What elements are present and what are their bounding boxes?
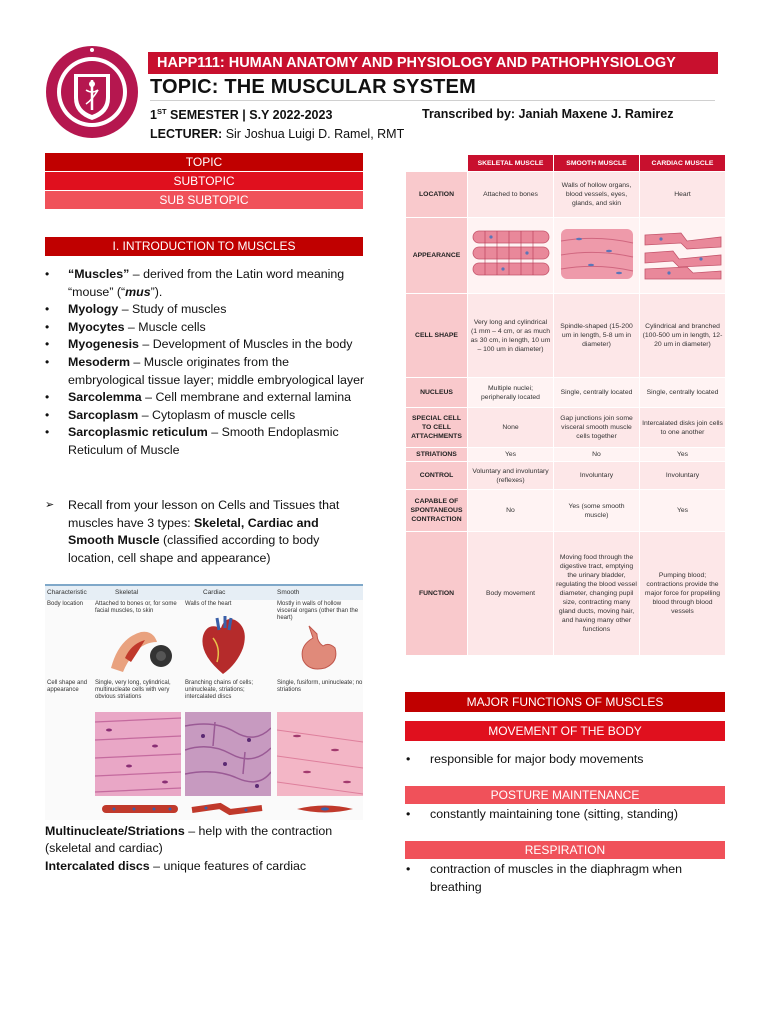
figure-cell: Single, fusiform, uninucleate; no striations (277, 680, 363, 693)
figure-cell: Single, very long, cylindrical, multinucleate cells with very obvious striations (95, 680, 171, 700)
table-cell: Moving food through the digestive tract, emptying the urinary bladder, regulating the blood vessel diameter, changing pupil size, contracting many gland ducts, moving hair, and having many other functions (554, 532, 640, 656)
table-cell: Pumping blood; contractions provide the major force for propelling blood through blood vessels (640, 532, 726, 656)
course-title-bar: HAPP111: HUMAN ANATOMY AND PHYSIOLOGY AND PATHOPHYSIOLOGY (148, 52, 718, 74)
smooth-cell-illustration (295, 802, 355, 816)
section-heading-major-functions: MAJOR FUNCTIONS OF MUSCLES (405, 692, 725, 712)
row-label-function: FUNCTION (406, 532, 468, 656)
muscle-types-figure (45, 584, 363, 820)
table-cell: Spindle-shaped (15-200 um in length, 5-8 um in diameter) (554, 294, 640, 378)
section-heading-intro: I. INTRODUCTION TO MUSCLES (45, 237, 363, 256)
table-corner (406, 155, 468, 172)
recall-note: ➢ Recall from your lesson on Cells and Tissues that muscles have 3 types: Skeletal, Cardiac and Smooth Muscle (classified according to body location, cell shape and appearance) (45, 498, 340, 565)
subheading-posture: POSTURE MAINTENANCE (405, 786, 725, 804)
table-cell: No (554, 448, 640, 462)
table-cell: Voluntary and involuntary (reflexes) (468, 462, 554, 490)
legend-subsubtopic: SUB SUBTOPIC (45, 191, 363, 209)
table-row (406, 462, 726, 490)
table-cell: Attached to bones (468, 172, 554, 218)
table-cell: Single, centrally located (554, 378, 640, 408)
table-row (406, 378, 726, 408)
header-skeletal: SKELETAL MUSCLE (468, 155, 554, 172)
row-label-nucleus: NUCLEUS (406, 378, 468, 408)
table-row (406, 218, 726, 294)
row-label-cell-shape: CELL SHAPE (406, 294, 468, 378)
list-item: • “Muscles” – derived from the Latin word meaning “mouse” (“mus”). (45, 266, 365, 301)
table-cell: Body movement (468, 532, 554, 656)
semester-info: 1ST SEMESTER | S.Y 2022-2023 (150, 107, 333, 123)
table-cell: Heart (640, 172, 726, 218)
row-label-spontaneous: CAPABLE OF SPONTANEOUS CONTRACTION (406, 490, 468, 532)
table-cell: Intercalated disks join cells to one another (640, 408, 726, 448)
legend-subtopic: SUBTOPIC (45, 172, 363, 190)
table-row (406, 172, 726, 218)
university-seal-logo (44, 44, 140, 140)
table-cell: No (468, 490, 554, 532)
figure-cell: Branching chains of cells; uninucleate, striations; intercalated discs (185, 680, 254, 700)
row-label-location: LOCATION (406, 172, 468, 218)
table-cell: Multiple nuclei; peripherally located (468, 378, 554, 408)
muscle-comparison-table (405, 154, 725, 654)
table-cell: Involuntary (554, 462, 640, 490)
list-item: • constantly maintaining tone (sitting, standing) (405, 806, 725, 824)
table-cell: Gap junctions join some visceral smooth muscle cells together (554, 408, 640, 448)
table-row (406, 294, 726, 378)
row-label-striations: STRIATIONS (406, 448, 468, 462)
subheading-respiration: RESPIRATION (405, 841, 725, 859)
list-item: • Sarcoplasm – Cytoplasm of muscle cells (45, 407, 365, 425)
list-item: • Myology – Study of muscles (45, 301, 365, 319)
legend-topic: TOPIC (45, 153, 363, 171)
row-label-attachments: SPECIAL CELL TO CELL ATTACHMENTS (406, 408, 468, 448)
table-cell: Yes (640, 448, 726, 462)
header-smooth: SMOOTH MUSCLE (554, 155, 640, 172)
table-cell: Walls of hollow organs, blood vessels, eyes, glands, and skin (554, 172, 640, 218)
row-label-control: CONTROL (406, 462, 468, 490)
stomach-illustration (295, 624, 341, 674)
table-cell: Very long and cylindrical (1 mm – 4 cm, or as much as 30 cm, in length, 10 um – 100 um in diameter) (468, 294, 554, 378)
list-item: • contraction of muscles in the diaphragm when breathing (405, 861, 725, 896)
lecturer-info: LECTURER: Sir Joshua Luigi D. Ramel, RMT (150, 127, 405, 141)
list-item: • Myocytes – Muscle cells (45, 319, 365, 337)
arm-muscle-illustration (105, 618, 175, 674)
figure-cell: Attached to bones or, for some facial muscles, to skin (95, 601, 177, 614)
list-item: • Sarcolemma – Cell membrane and external lamina (45, 389, 365, 407)
figure-header-characteristic: Characteristic (47, 589, 87, 596)
figure-header-skeletal: Skeletal (115, 589, 139, 596)
subheading-movement: MOVEMENT OF THE BODY (405, 721, 725, 741)
transcriber-info: Transcribed by: Janiah Maxene J. Ramirez (422, 107, 674, 121)
arrow-bullet-icon: ➢ (45, 499, 55, 511)
figure-header-smooth: Smooth (277, 589, 300, 596)
table-cell: Yes (640, 490, 726, 532)
figure-cell: Cell shape and appearance (47, 680, 88, 693)
cardiac-histology-image (185, 712, 271, 796)
table-row (406, 448, 726, 462)
skeletal-cell-illustration (100, 802, 180, 816)
table-row (406, 490, 726, 532)
cardiac-appearance-image (640, 218, 726, 294)
cardiac-cell-illustration (190, 800, 266, 818)
smooth-appearance-image (554, 218, 640, 294)
figure-header-cardiac: Cardiac (203, 589, 226, 596)
title-divider (150, 100, 715, 101)
note-striations: Multinucleate/Striations – help with the contraction (skeletal and cardiac) (45, 824, 333, 856)
table-header-row (406, 155, 726, 172)
page-title: TOPIC: THE MUSCULAR SYSTEM (150, 76, 476, 98)
table-cell: Yes (468, 448, 554, 462)
muscle-notes (45, 823, 365, 875)
header-cardiac: CARDIAC MUSCLE (640, 155, 726, 172)
row-label-appearance: APPEARANCE (406, 218, 468, 294)
table-row (406, 408, 726, 448)
list-item: • Myogenesis – Development of Muscles in the body (45, 336, 365, 354)
skeletal-histology-image (95, 712, 181, 796)
list-item: • Sarcoplasmic reticulum – Smooth Endoplasmic Reticulum of Muscle (45, 424, 365, 459)
figure-cell: Body location (47, 601, 84, 607)
note-intercalated: Intercalated discs – unique features of cardiac (45, 858, 307, 873)
table-cell: None (468, 408, 554, 448)
smooth-histology-image (277, 712, 363, 796)
table-cell: Involuntary (640, 462, 726, 490)
table-cell: Single, centrally located (640, 378, 726, 408)
skeletal-appearance-image (468, 218, 554, 294)
list-item: • Mesoderm – Muscle originates from the embryological tissue layer; middle embryological layer (45, 354, 365, 389)
figure-cell: Walls of the heart (185, 601, 232, 607)
intro-bullet-list (45, 266, 365, 460)
list-item: • responsible for major body movements (405, 751, 725, 769)
figure-header-row (45, 584, 363, 600)
heart-illustration (195, 614, 251, 678)
table-cell: Cylindrical and branched (100-500 um in length, 12-20 um in diameter) (640, 294, 726, 378)
figure-cell: Mostly in walls of hollow visceral organs (other than the heart) (277, 601, 359, 621)
table-cell: Yes (some smooth muscle) (554, 490, 640, 532)
table-row (406, 532, 726, 656)
